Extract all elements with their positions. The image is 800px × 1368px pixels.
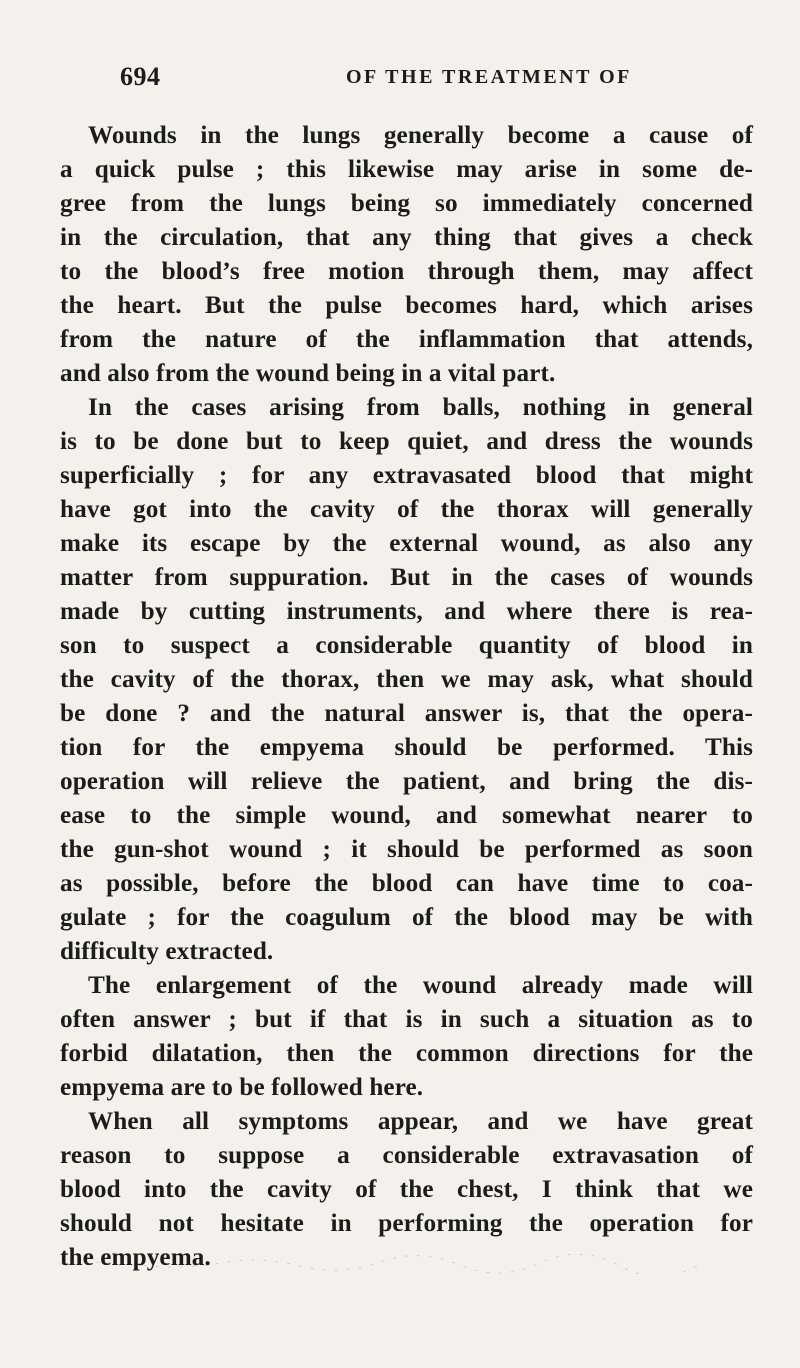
- text-line: When all symptoms appear, and we have great: [88, 1108, 753, 1135]
- text-line: as possible, before the blood can have time to coa-: [60, 870, 753, 897]
- text-line: operation will relieve the patient, and bring the dis-: [60, 768, 753, 795]
- bleed-through-marks: [60, 1254, 760, 1274]
- text-line: from the nature of the inflammation that attends,: [60, 326, 753, 353]
- text-line: matter from suppuration. But in the cases of wounds: [60, 564, 753, 591]
- text-line: to the blood’s free motion through them, may affect: [60, 258, 753, 285]
- text-line: should not hesitate in performing the operation for: [60, 1210, 753, 1237]
- paragraph-enlargement-of-wound: [60, 969, 753, 1105]
- text-line: often answer ; but if that is in such a situation as to: [60, 1006, 753, 1033]
- text-line: in the circulation, that any thing that gives a check: [60, 224, 753, 251]
- text-line: the empyema.: [60, 1244, 211, 1271]
- text-line: have got into the cavity of the thorax will generally: [60, 496, 753, 523]
- body-text: [60, 119, 753, 1275]
- paragraph-wounds-in-lungs: [60, 119, 753, 391]
- text-line: and also from the wound being in a vital part.: [60, 360, 556, 387]
- text-line: is to be done but to keep quiet, and dress the wounds: [60, 428, 753, 455]
- text-line: son to suspect a considerable quantity of blood in: [60, 632, 753, 659]
- text-line: In the cases arising from balls, nothing in general: [88, 394, 753, 421]
- text-line: the cavity of the thorax, then we may ask, what should: [60, 666, 753, 693]
- text-line: empyema are to be followed here.: [60, 1074, 424, 1101]
- text-line: gulate ; for the coagulum of the blood may be with: [60, 904, 753, 931]
- text-line: ease to the simple wound, and somewhat nearer to: [60, 802, 753, 829]
- text-line: gree from the lungs being so immediately concerned: [60, 190, 753, 217]
- text-line: the gun-shot wound ; it should be performed as soon: [60, 836, 753, 863]
- text-line: the heart. But the pulse becomes hard, which arises: [60, 292, 753, 319]
- text-line: The enlargement of the wound already made will: [88, 972, 753, 999]
- text-line: be done ? and the natural answer is, that the opera-: [60, 700, 753, 727]
- paragraph-cases-from-balls: [60, 391, 753, 969]
- running-head-title: OF THE TREATMENT OF: [346, 66, 632, 88]
- text-line: superficially ; for any extravasated blood that might: [60, 462, 753, 489]
- text-line: make its escape by the external wound, as also any: [60, 530, 753, 557]
- text-line: reason to suppose a considerable extravasation of: [60, 1142, 753, 1169]
- text-line: a quick pulse ; this likewise may arise in some de-: [60, 156, 753, 183]
- text-line: tion for the empyema should be performed. This: [60, 734, 753, 761]
- text-line: blood into the cavity of the chest, I think that we: [60, 1176, 753, 1203]
- text-line: Wounds in the lungs generally become a cause of: [88, 122, 753, 149]
- text-line: made by cutting instruments, and where there is rea-: [60, 598, 753, 625]
- page-number: 694: [120, 62, 161, 91]
- paragraph-when-all-symptoms: [60, 1105, 753, 1275]
- text-line: difficulty extracted.: [60, 938, 274, 965]
- running-head: [60, 0, 752, 106]
- text-line: forbid dilatation, then the common directions for the: [60, 1040, 753, 1067]
